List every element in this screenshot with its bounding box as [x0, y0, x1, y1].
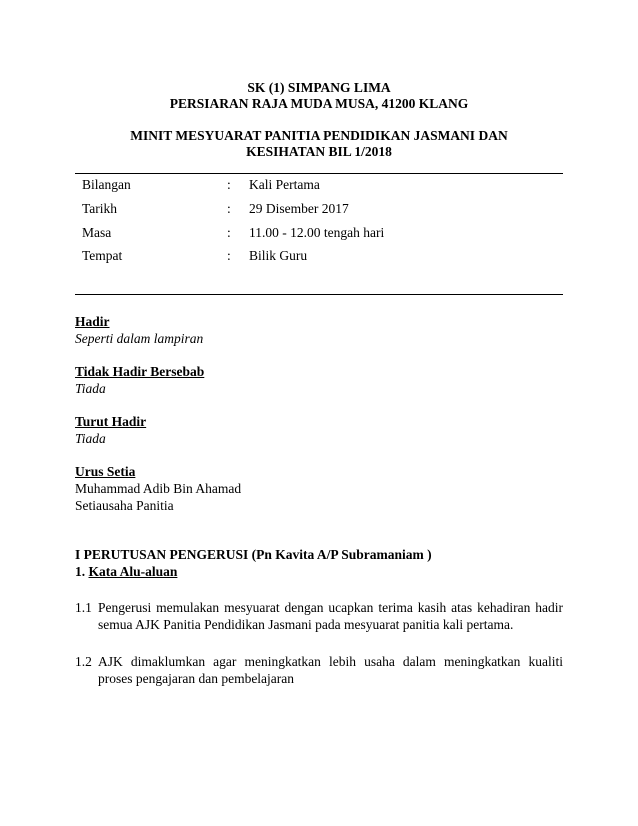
urus-setia-role: Setiausaha Panitia: [75, 497, 174, 513]
hadir-heading: Hadir: [75, 314, 110, 329]
section1-block: [75, 547, 563, 581]
urus-setia-block: [75, 464, 563, 515]
tidak-hadir-value: Tiada: [75, 380, 106, 396]
info-label: Tempat: [82, 248, 123, 263]
list-item: [75, 654, 563, 688]
section1-sub-number: 1.: [75, 563, 86, 579]
urus-setia-name: Muhammad Adib Bin Ahamad: [75, 480, 242, 496]
section1-sub-title: Kata Alu-aluan: [88, 563, 178, 579]
info-value: Bilik Guru: [249, 248, 308, 263]
hadir-value: Seperti dalam lampiran: [75, 330, 204, 346]
info-row-masa: [82, 225, 552, 243]
turut-hadir-heading: Turut Hadir: [75, 414, 147, 429]
tidak-hadir-heading: Tidak Hadir Bersebab: [75, 364, 205, 379]
item-number: 1.1: [75, 600, 92, 615]
info-separator: :: [227, 201, 231, 216]
school-name: SK (1) SIMPANG LIMA: [247, 80, 391, 95]
minutes-title-line1: MINIT MESYUARAT PANITIA PENDIDIKAN JASMANI DAN: [130, 128, 508, 143]
urus-setia-heading: Urus Setia: [75, 464, 136, 479]
list-item: [75, 600, 563, 634]
table-top-rule: [75, 173, 563, 174]
item-text: AJK dimaklumkan agar meningkatkan lebih usaha dalam meningkatkan kualiti proses pengajaran dan pembelajaran: [98, 654, 563, 686]
info-row-bilangan: [82, 177, 552, 195]
item-number: 1.2: [75, 654, 92, 669]
info-value: 29 Disember 2017: [249, 201, 349, 216]
section1-title: I PERUTUSAN PENGERUSI (Pn Kavita A/P Subramaniam ): [75, 547, 432, 562]
info-label: Tarikh: [82, 201, 118, 216]
minutes-title-line2: KESIHATAN BIL 1/2018: [246, 144, 392, 159]
info-value: 11.00 - 12.00 tengah hari: [249, 225, 385, 240]
info-label: Bilangan: [82, 177, 131, 192]
section1-subtitle: [75, 564, 563, 581]
info-row-tarikh: [82, 201, 552, 219]
turut-hadir-value: Tiada: [75, 430, 106, 446]
info-separator: :: [227, 248, 231, 263]
info-value: Kali Pertama: [249, 177, 320, 192]
info-separator: :: [227, 177, 231, 192]
hadir-block: [75, 314, 563, 348]
info-separator: :: [227, 225, 231, 240]
info-label: Masa: [82, 225, 112, 240]
school-address: PERSIARAN RAJA MUDA MUSA, 41200 KLANG: [169, 96, 469, 111]
tidak-hadir-block: [75, 364, 563, 398]
turut-hadir-block: [75, 414, 563, 448]
info-row-tempat: [82, 248, 552, 266]
table-bottom-rule: [75, 294, 563, 295]
item-text: Pengerusi memulakan mesyuarat dengan ucapkan terima kasih atas kehadiran hadir semua AJK Panitia Pendidikan Jasmani pada mesyuarat panitia kali pertama.: [98, 600, 563, 632]
